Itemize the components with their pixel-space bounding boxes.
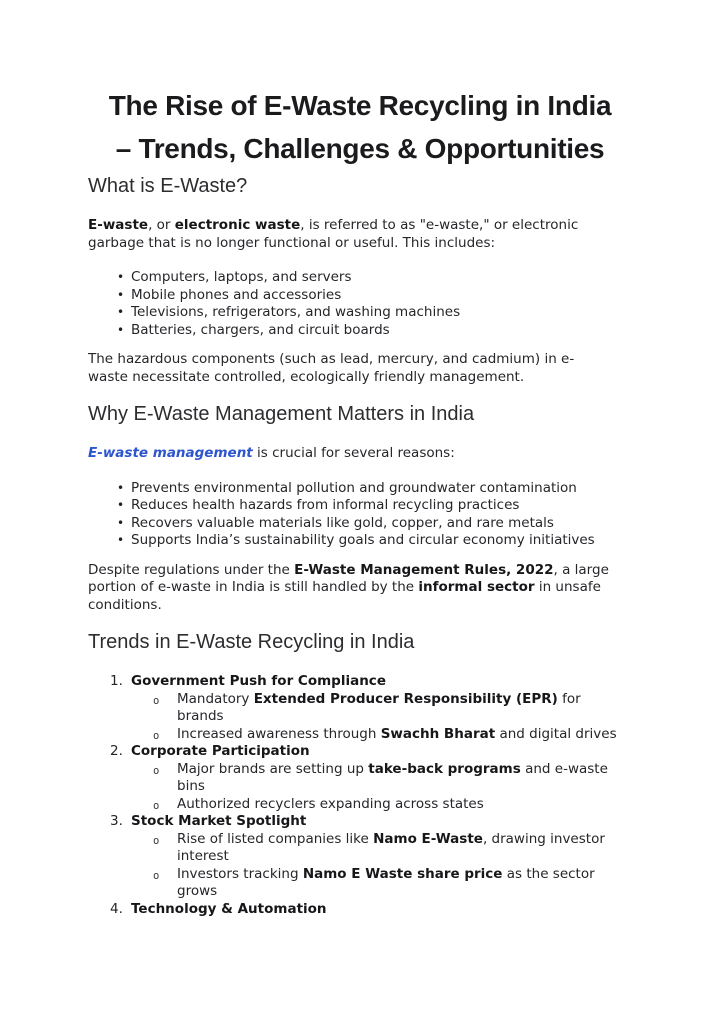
sub-item-text: [177, 761, 608, 795]
list-item-text: Televisions, refrigerators, and washing machines: [131, 304, 461, 320]
list-item-text: Supports India’s sustainability goals and circular economy initiatives: [131, 532, 595, 548]
text-run: take-back programs: [368, 760, 521, 777]
reasons-list: [88, 480, 632, 550]
sub-item-text: [177, 796, 484, 812]
sub-item-text: [177, 726, 617, 742]
text-run: portion of e-waste in India is still handled by the: [88, 579, 419, 595]
sub-list-item: [131, 831, 632, 866]
text-run: E-waste: [88, 217, 149, 233]
list-item-text: Mobile phones and accessories: [131, 286, 342, 303]
list-number: 4.: [110, 900, 123, 917]
list-item-text: Computers, laptops, and servers: [131, 269, 352, 285]
text-run: Corporate Participation: [131, 743, 310, 759]
text-run: Increased awareness through: [177, 725, 381, 742]
numbered-item: [88, 673, 632, 743]
circle-bullet-icon: o: [153, 799, 160, 812]
list-number: 2.: [110, 743, 123, 759]
text-run: , is referred to as "e-waste," or electronic: [300, 217, 579, 233]
list-number: 1.: [110, 673, 123, 689]
paragraph-crucial: [88, 445, 632, 463]
numbered-item: [88, 813, 632, 901]
heading-why-e-waste-matters: Why E-Waste Management Matters in India: [88, 403, 475, 425]
numbered-item-title: [131, 901, 327, 917]
text-run: Authorized recyclers expanding across states: [177, 795, 484, 812]
text-run: and digital drives: [495, 725, 617, 742]
text-run: Government Push for Compliance: [131, 673, 386, 689]
sub-list-item: [131, 866, 632, 901]
circle-bullet-icon: o: [153, 834, 160, 847]
text-run: Mandatory: [177, 690, 254, 707]
sub-list-item: [131, 726, 632, 744]
trends-numbered-list: [88, 673, 632, 918]
bullet-icon: •: [117, 287, 125, 302]
document-title: [88, 84, 632, 170]
text-run: , drawing investor: [482, 830, 605, 847]
list-number: 3.: [110, 813, 123, 829]
list-item-text: Batteries, chargers, and circuit boards: [131, 321, 390, 338]
list-item: [88, 480, 632, 498]
sub-list-item: [131, 691, 632, 726]
bullet-icon: •: [117, 515, 125, 530]
list-item: [88, 532, 632, 550]
text-run: brands: [177, 708, 224, 724]
text-run: grows: [177, 883, 218, 899]
text-run: is crucial for several reasons:: [252, 445, 455, 461]
numbered-item: [88, 743, 632, 813]
sub-list-item: [131, 796, 632, 814]
heading-what-is-e-waste: What is E-Waste?: [88, 175, 248, 197]
bullet-icon: •: [117, 270, 125, 284]
paragraph-despite: [88, 562, 632, 615]
text-run: Rise of listed companies like: [177, 830, 374, 847]
numbered-item-title: [131, 673, 386, 689]
text-run: Namo E-Waste: [373, 830, 483, 847]
text-run: informal sector: [418, 579, 535, 595]
text-run: E-Waste Management Rules, 2022: [294, 561, 554, 578]
text-run: Major brands are setting up: [177, 760, 369, 777]
text-run: electronic waste: [174, 217, 301, 233]
list-item: [88, 304, 632, 322]
bullet-icon: •: [117, 305, 125, 319]
heading-trends: Trends in E-Waste Recycling in India: [88, 631, 415, 653]
title-line-2: – Trends, Challenges & Opportunities: [115, 133, 605, 164]
bullet-icon: •: [117, 480, 125, 495]
title-line-1: The Rise of E-Waste Recycling in India: [108, 90, 612, 121]
list-item-text: Reduces health hazards from informal recycling practices: [131, 497, 520, 513]
text-run: , a large: [553, 561, 609, 578]
circle-bullet-icon: o: [153, 694, 160, 707]
list-item: [88, 269, 632, 287]
paragraph-intro: [88, 217, 632, 252]
text-run: interest: [177, 848, 229, 864]
sub-list: [131, 761, 632, 814]
text-run: Extended Producer Responsibility (EPR): [253, 690, 558, 707]
bullet-icon: •: [117, 498, 125, 512]
list-item: [88, 497, 632, 515]
sub-item-text: [177, 691, 581, 725]
text-run: Swachh Bharat: [380, 725, 496, 742]
text-run: bins: [177, 778, 205, 794]
text-run: waste necessitate controlled, ecologically friendly management.: [88, 368, 525, 385]
list-item: [88, 515, 632, 533]
text-run: Despite regulations under the: [88, 561, 295, 578]
paragraph-hazardous: [88, 351, 632, 386]
text-run: Stock Market Spotlight: [131, 813, 307, 829]
text-run: garbage that is no longer functional or useful. This includes:: [88, 234, 496, 251]
text-run: , or: [148, 217, 175, 233]
numbered-item: [88, 901, 632, 919]
circle-bullet-icon: o: [153, 764, 160, 777]
text-run: and e-waste: [520, 760, 608, 777]
e-waste-examples-list: [88, 269, 632, 339]
text-run: Technology & Automation: [131, 900, 327, 917]
sub-item-text: [177, 831, 605, 865]
bullet-icon: •: [117, 533, 125, 547]
circle-bullet-icon: o: [153, 729, 160, 742]
list-item: [88, 287, 632, 305]
text-run: for: [557, 690, 581, 707]
e-waste-management-link[interactable]: E-waste management: [88, 445, 253, 461]
text-run: conditions.: [88, 596, 162, 613]
list-item-text: Recovers valuable materials like gold, copper, and rare metals: [131, 514, 554, 531]
text-run: Namo E Waste share price: [302, 865, 503, 882]
list-item: [88, 322, 632, 340]
sub-list: [131, 831, 632, 901]
bullet-icon: •: [117, 322, 125, 337]
circle-bullet-icon: o: [153, 869, 160, 882]
sub-list-item: [131, 761, 632, 796]
sub-list: [131, 691, 632, 744]
numbered-item-title: [131, 813, 306, 829]
numbered-item-title: [131, 743, 310, 759]
text-run: The hazardous components (such as lead, mercury, and cadmium) in e-: [88, 351, 575, 367]
sub-item-text: [177, 866, 595, 900]
text-run: in unsafe: [534, 579, 601, 595]
text-run: as the sector: [502, 865, 595, 882]
text-run: Investors tracking: [177, 865, 303, 882]
list-item-text: Prevents environmental pollution and groundwater contamination: [131, 479, 577, 496]
